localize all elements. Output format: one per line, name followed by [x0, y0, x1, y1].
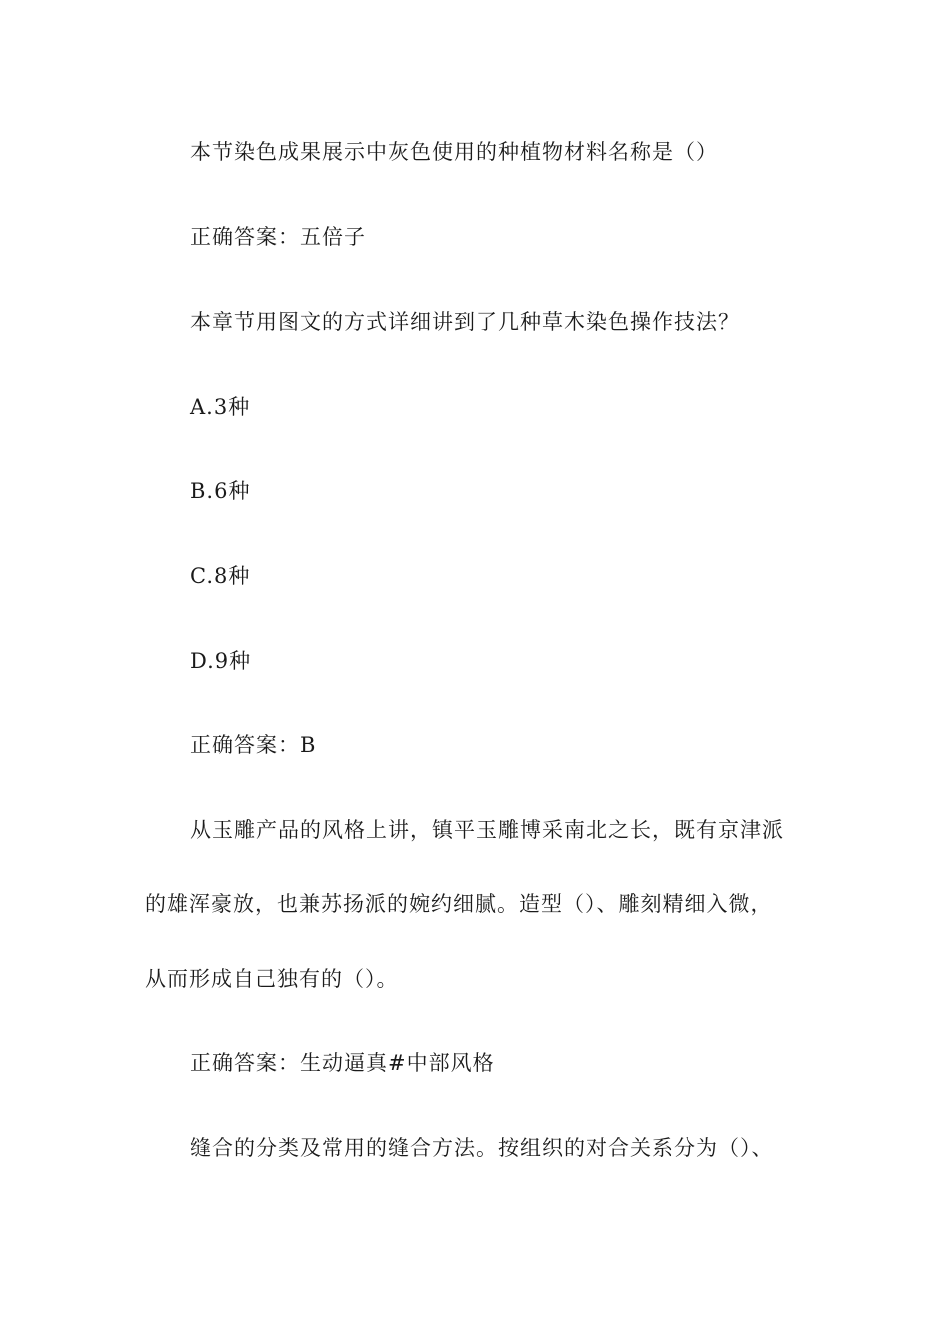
question-2-text: 本章节用图文的方式详细讲到了几种草木染色操作技法？: [190, 310, 740, 334]
question-3-text-line-1: 从玉雕产品的风格上讲，镇平玉雕博采南北之长，既有京津派: [190, 818, 784, 842]
question-1-answer: 正确答案：五倍子: [190, 225, 366, 249]
question-2-option-d: D.9种: [190, 649, 252, 673]
question-2-option-a: A.3种: [190, 395, 251, 419]
question-3-text-line-2: 的雄浑豪放，也兼苏扬派的婉约细腻。造型（）、雕刻精细入微，: [145, 892, 773, 916]
question-2-answer: 正确答案：B: [190, 733, 317, 757]
question-2-option-b: B.6种: [190, 479, 251, 503]
question-4-text: 缝合的分类及常用的缝合方法。按组织的对合关系分为（）、: [190, 1136, 774, 1160]
question-1-text: 本节染色成果展示中灰色使用的种植物材料名称是（）: [190, 140, 718, 164]
question-3-answer: 正确答案：生动逼真#中部风格: [190, 1051, 495, 1075]
question-2-option-c: C.8种: [190, 564, 251, 588]
question-3-text-line-3: 从而形成自己独有的（）。: [145, 967, 399, 991]
